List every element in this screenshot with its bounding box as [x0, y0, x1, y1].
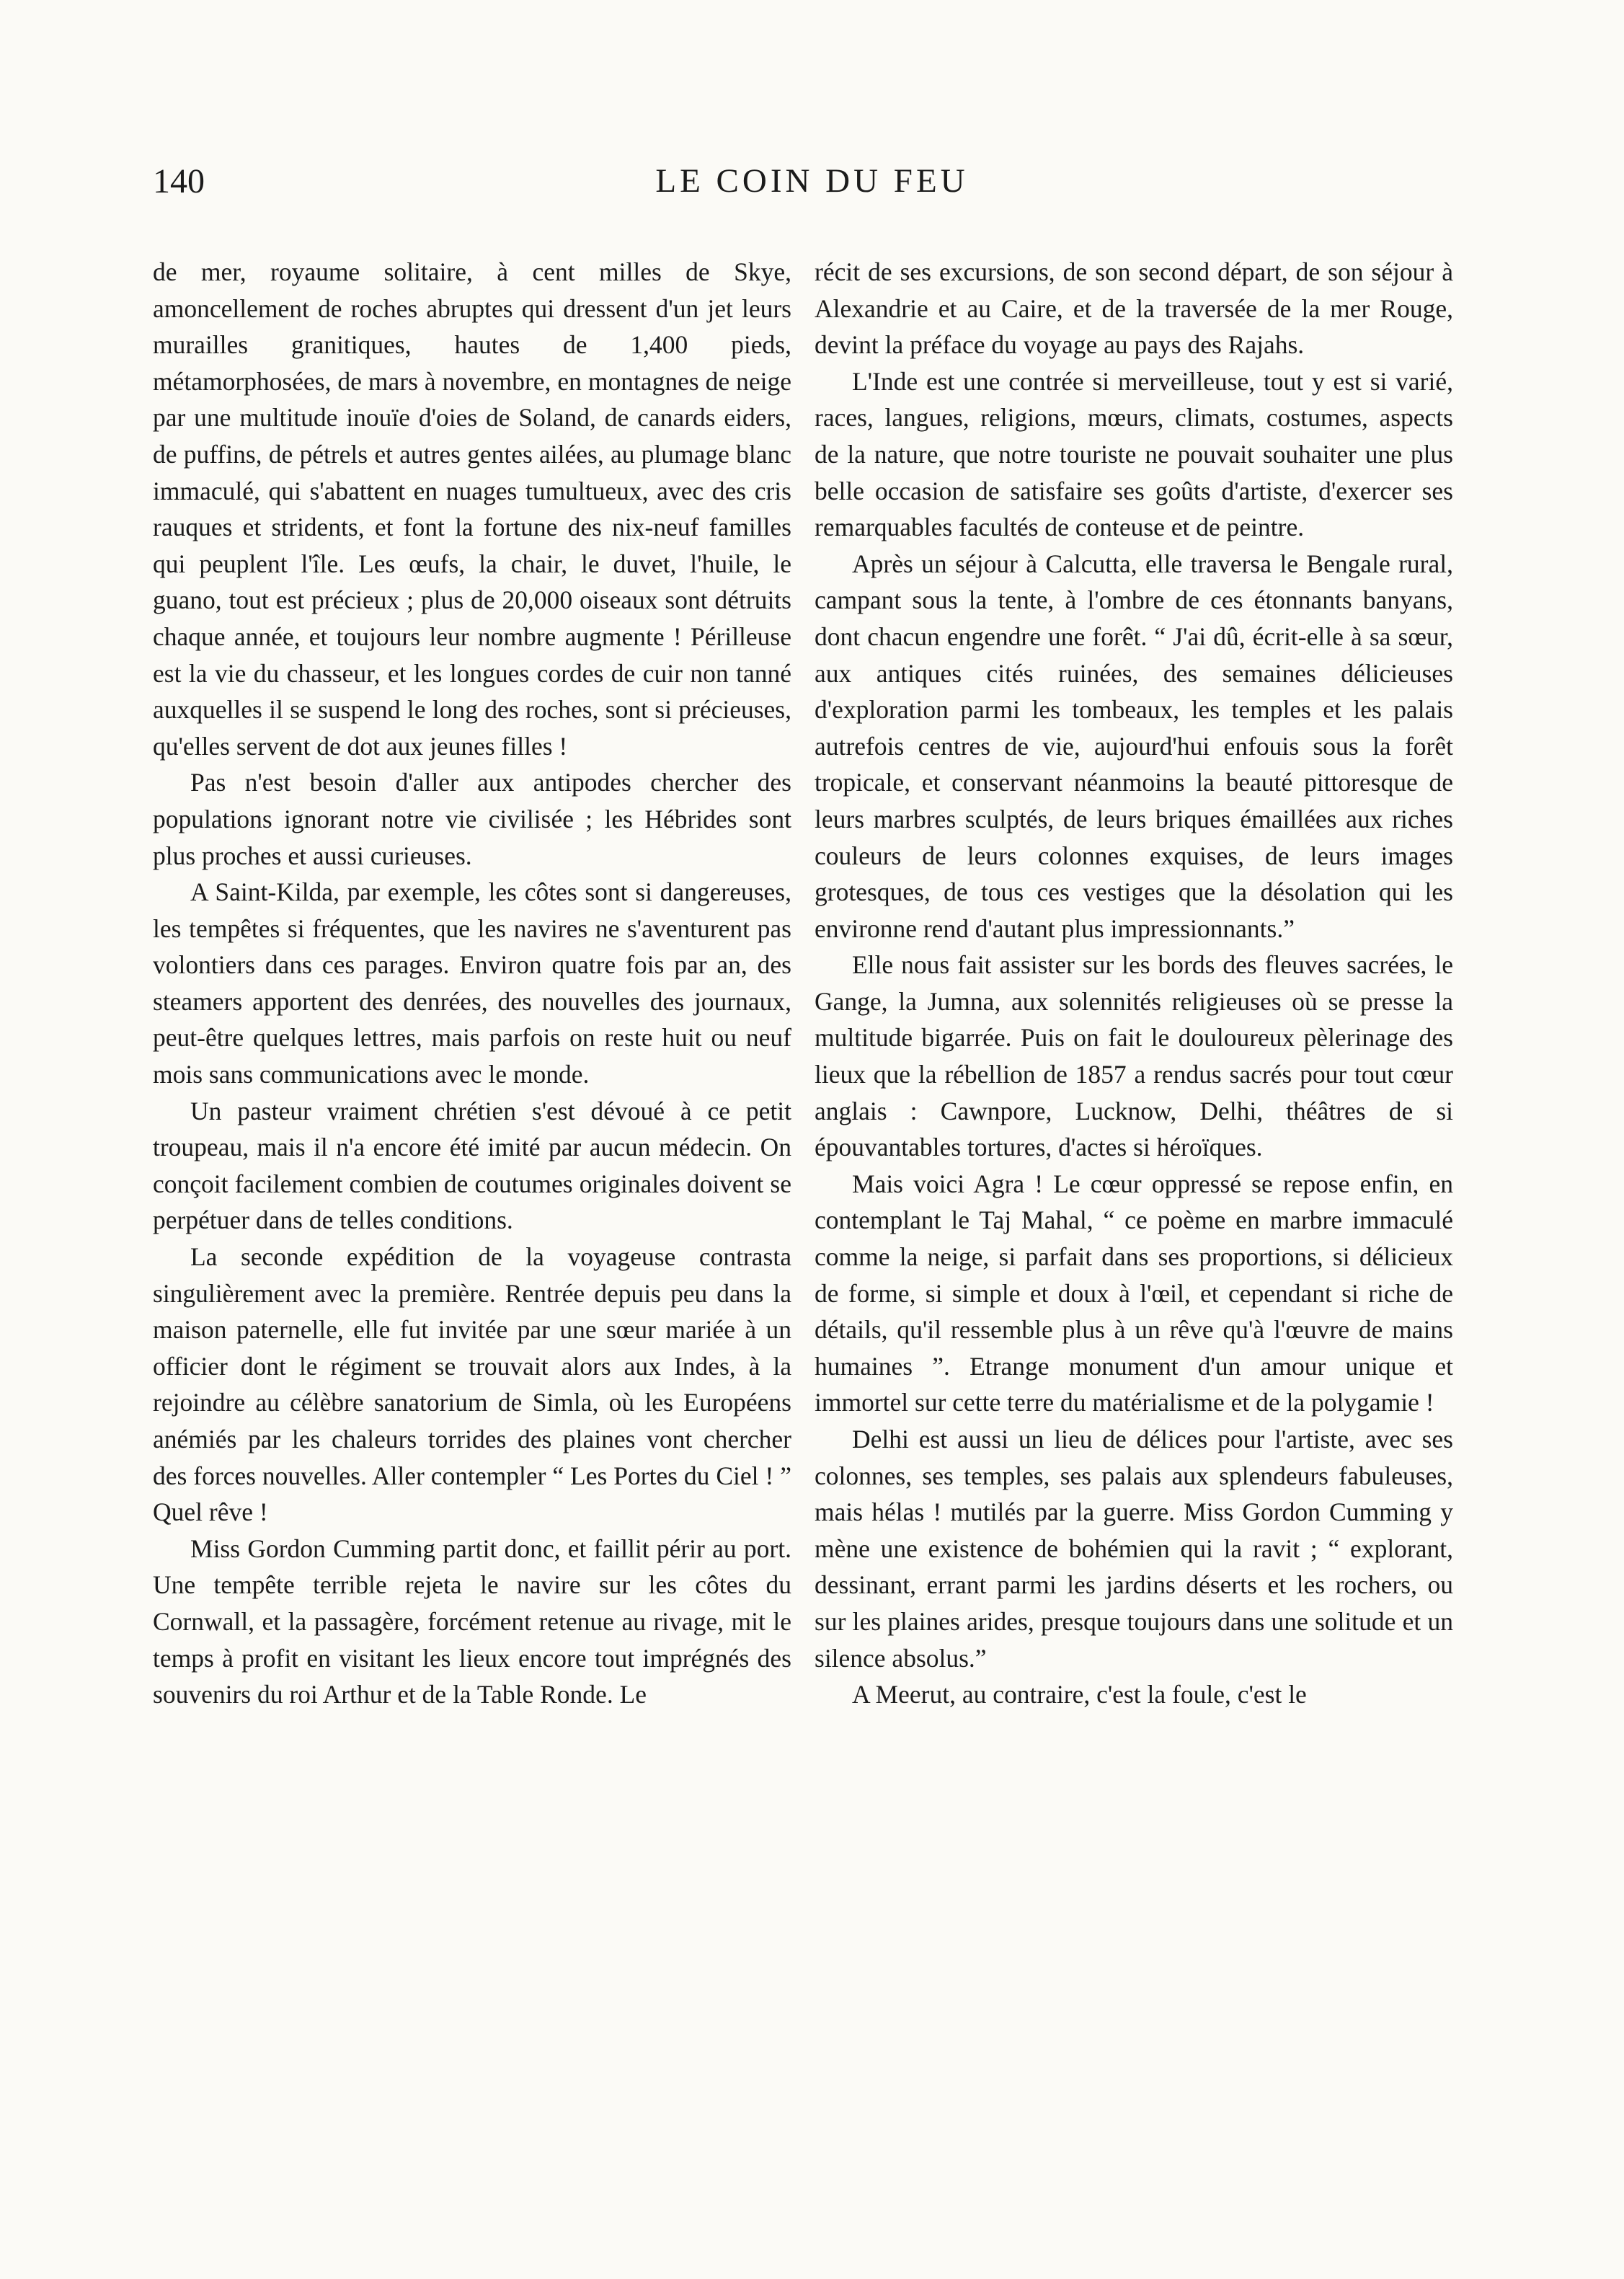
page-number: 140 — [153, 162, 205, 200]
paragraph: de mer, royaume solitaire, à cent milles de Skye, amoncellement de roches abruptes qui dressent d'un jet leurs murailles granitiques, hautes de 1,400 pieds, métamorphosées, de mars à novembre, en montagnes de neige par une multitude inouïe d'oies de Soland, de canards eiders, de puffins, de pétrels et autres gentes ailées, au plumage blanc immaculé, qui s'abattent en nuages tumultueux, avec des cris rauques et stridents, et font la fortune des nix-neuf familles qui peuplent l'île. Les œufs, la chair, le duvet, l'huile, le guano, tout est précieux ; plus de 20,000 oiseaux sont détruits chaque année, et toujours leur nombre augmente ! Périlleuse est la vie du chasseur, et les longues cordes de cuir non tanné auxquelles il se suspend le long des roches, sont si précieuses, qu'elles servent de dot aux jeunes filles ! — [153, 257, 791, 761]
running-head: LE COIN DU FEU — [655, 162, 969, 200]
paragraph: Elle nous fait assister sur les bords des fleuves sacrées, le Gange, la Jumna, aux solennités religieuses où se presse la multitude bigarrée. Puis on fait le douloureux pèlerinage des lieux que la rébellion de 1857 a rendus sacrés pour tout cœur anglais : Cawnpore, Lucknow, Delhi, théâtres de si épouvantables tortures, d'actes si héroïques. — [815, 950, 1453, 1162]
paragraph: Après un séjour à Calcutta, elle traversa le Bengale rural, campant sous la tente, à l'ombre de ces étonnants banyans, dont chacun engendre une forêt. “ J'ai dû, écrit-elle à sa sœur, aux antiques cités ruinées, des semaines délicieuses d'exploration parmi les tombeaux, les temples et les palais autrefois centres de vie, aujourd'hui enfouis sous la forêt tropicale, et conservant néanmoins la beauté pittoresque de leurs marbres sculptés, de leurs briques émaillées aux riches couleurs de leurs colonnes exquises, de leurs images grotesques, de tous ces vestiges que la désolation qui les environne rend d'autant plus impressionnants.” — [815, 549, 1453, 943]
paragraph: A Saint-Kilda, par exemple, les côtes sont si dangereuses, les tempêtes si fréquentes, que les navires ne s'aventurent pas volontiers dans ces parages. Environ quatre fois par an, des steamers apportent des denrées, des nouvelles des journaux, peut-être quelques lettres, mais parfois on reste huit ou neuf mois sans communications avec le monde. — [153, 877, 791, 1089]
paragraph: La seconde expédition de la voyageuse contrasta singulièrement avec la première. Rentrée depuis peu dans la maison paternelle, elle fut invitée par une sœur mariée à un officier dont le régiment se trouvait alors aux Indes, à la rejoindre au célèbre sanatorium de Simla, où les Européens anémiés par les chaleurs torrides des plaines vont chercher des forces nouvelles. Aller contempler “ Les Portes du Ciel ! ” Quel rêve ! — [153, 1242, 791, 1527]
left-column — [153, 254, 791, 1713]
paragraph: A Meerut, au contraire, c'est la foule, c'est le — [852, 1680, 1307, 1709]
paragraph: Un pasteur vraiment chrétien s'est dévoué à ce petit troupeau, mais il n'a encore été imité par aucun médecin. On conçoit facilement combien de coutumes originales doivent se perpétuer dans de telles conditions. — [153, 1096, 791, 1235]
paragraph: Miss Gordon Cumming partit donc, et faillit périr au port. Une tempête terrible rejeta le navire sur les côtes du Cornwall, et la passagère, forcément retenue au rivage, mit le temps à profit en visitant les lieux encore tout imprégnés des souvenirs du roi Arthur et de la Table Ronde. Le — [153, 1534, 791, 1709]
paragraph: L'Inde est une contrée si merveilleuse, tout y est si varié, races, langues, religions, mœurs, climats, costumes, aspects de la nature, que notre touriste ne pouvait souhaiter une plus belle occasion de satisfaire ses goûts d'artiste, d'exercer ses remarquables facultés de conteuse et de peintre. — [815, 366, 1453, 542]
right-column — [815, 254, 1453, 1713]
paragraph: Mais voici Agra ! Le cœur oppressé se repose enfin, en contemplant le Taj Mahal, “ ce poème en marbre immaculé comme la neige, si parfait dans ses proportions, si délicieux de forme, si simple et doux à l'œil, et cependant si riche de détails, qu'il ressemble plus à un rêve qu'à l'œuvre de mains humaines ”. Etrange monument d'un amour unique et immortel sur cette terre du matérialisme et de la polygamie ! — [815, 1169, 1453, 1417]
paragraph: récit de ses excursions, de son second départ, de son séjour à Alexandrie et au Caire, et de la traversée de la mer Rouge, devint la préface du voyage au pays des Rajahs. — [815, 257, 1453, 360]
paragraph: Delhi est aussi un lieu de délices pour l'artiste, avec ses colonnes, ses temples, ses palais aux splendeurs fabuleuses, mais hélas ! mutilés par la guerre. Miss Gordon Cumming y mène une existence de bohémien qui la ravit ; “ explorant, dessinant, errant parmi les jardins déserts et les rochers, ou sur les plaines arides, presque toujours dans une solitude et un silence absolus.” — [815, 1425, 1453, 1673]
paragraph: Pas n'est besoin d'aller aux antipodes chercher des populations ignorant notre vie civilisée ; les Hébrides sont plus proches et aussi curieuses. — [153, 768, 791, 870]
